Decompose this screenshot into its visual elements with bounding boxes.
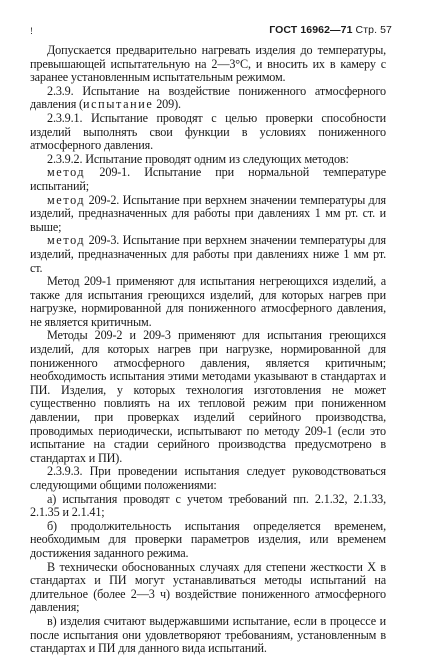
- paragraph: 2.3.9.2. Испытание проводят одним из следующих методов:: [47, 151, 349, 166]
- margin-mark: !: [30, 26, 33, 36]
- paragraph: В технически обоснованных случаях для степени жесткости Х в стандартах и ПИ могут устанавливаться методы испытаний на длительное (более 2—3 ч) воздействие пониженного атмосферного давления;: [30, 559, 386, 615]
- method-item: метод 209-2. Испытание при верхнем значении температуры для изделий, предназначенных для работы при давлениях 1 мм рт. ст. и выше;: [30, 192, 386, 234]
- page-number: Стр. 57: [355, 24, 392, 36]
- paragraph: Метод 209-1 применяют для испытания негреющихся изделий, а также для испытания греющихся изделий, для которых нагрев при нагрузке, нормированной для пониженного атмосферного давления, не является критичным.: [30, 274, 386, 329]
- section-heading: 2.3.9. Испытание на воздействие пониженного атмосферного давления (испытание 209).: [30, 83, 386, 112]
- standard-code: ГОСТ 16962—71: [269, 24, 353, 36]
- list-item: в) изделия считают выдержавшими испытание, если в процессе и после испытания они удовлетворяют требованиям, установленным в стандартах и ПИ для данного вида испытаний.: [30, 613, 386, 656]
- paragraph: Методы 209-2 и 209-3 применяют для испытания греющихся изделий, для которых нагрев при нагрузке, нормированной для пониженного атмосферного давления, является критичным; необходимость испытания этими методами указывают в стандартах и ПИ. Изделия, у которых технология изготовления не может существенно повлиять на их тепловой режим при пониженном давлении, при проверках изделий серийного производства, проводимых периодически, испытывают по методу 209-1 (если это испытание на стадии серийного производства предусмотрено в стандартах и ПИ).: [30, 328, 386, 465]
- method-item: метод 209-3. Испытание при верхнем значении температуры для изделий, предназначенных для работы при давлениях ниже 1 мм рт. ст.: [30, 233, 386, 275]
- method-item: метод 209-1. Испытание при нормальной температуре испытаний;: [30, 165, 386, 193]
- list-item: б) продолжительность испытания определяется временем, необходимым для проверки параметров изделия, или временем достижения заданного режима.: [30, 518, 386, 560]
- list-item: а) испытания проводят с учетом требований пп. 2.1.32, 2.1.33, 2.1.35 и 2.1.41;: [30, 491, 386, 520]
- body-text: [30, 44, 386, 656]
- paragraph: 2.3.9.1. Испытание проводят с целью проверки способности изделий выполнять свои функции в условиях пониженного атмосферного давления.: [30, 110, 386, 153]
- page-header: [269, 24, 392, 36]
- paragraph: 2.3.9.3. При проведении испытания следует руководствоваться следующими общими положениями:: [30, 464, 386, 492]
- paragraph: Допускается предварительно нагревать изделия до температуры, превышающей испытательную на 2—3°С, и вносить их в камеру с заранее установленным испытательным режимом.: [30, 43, 386, 85]
